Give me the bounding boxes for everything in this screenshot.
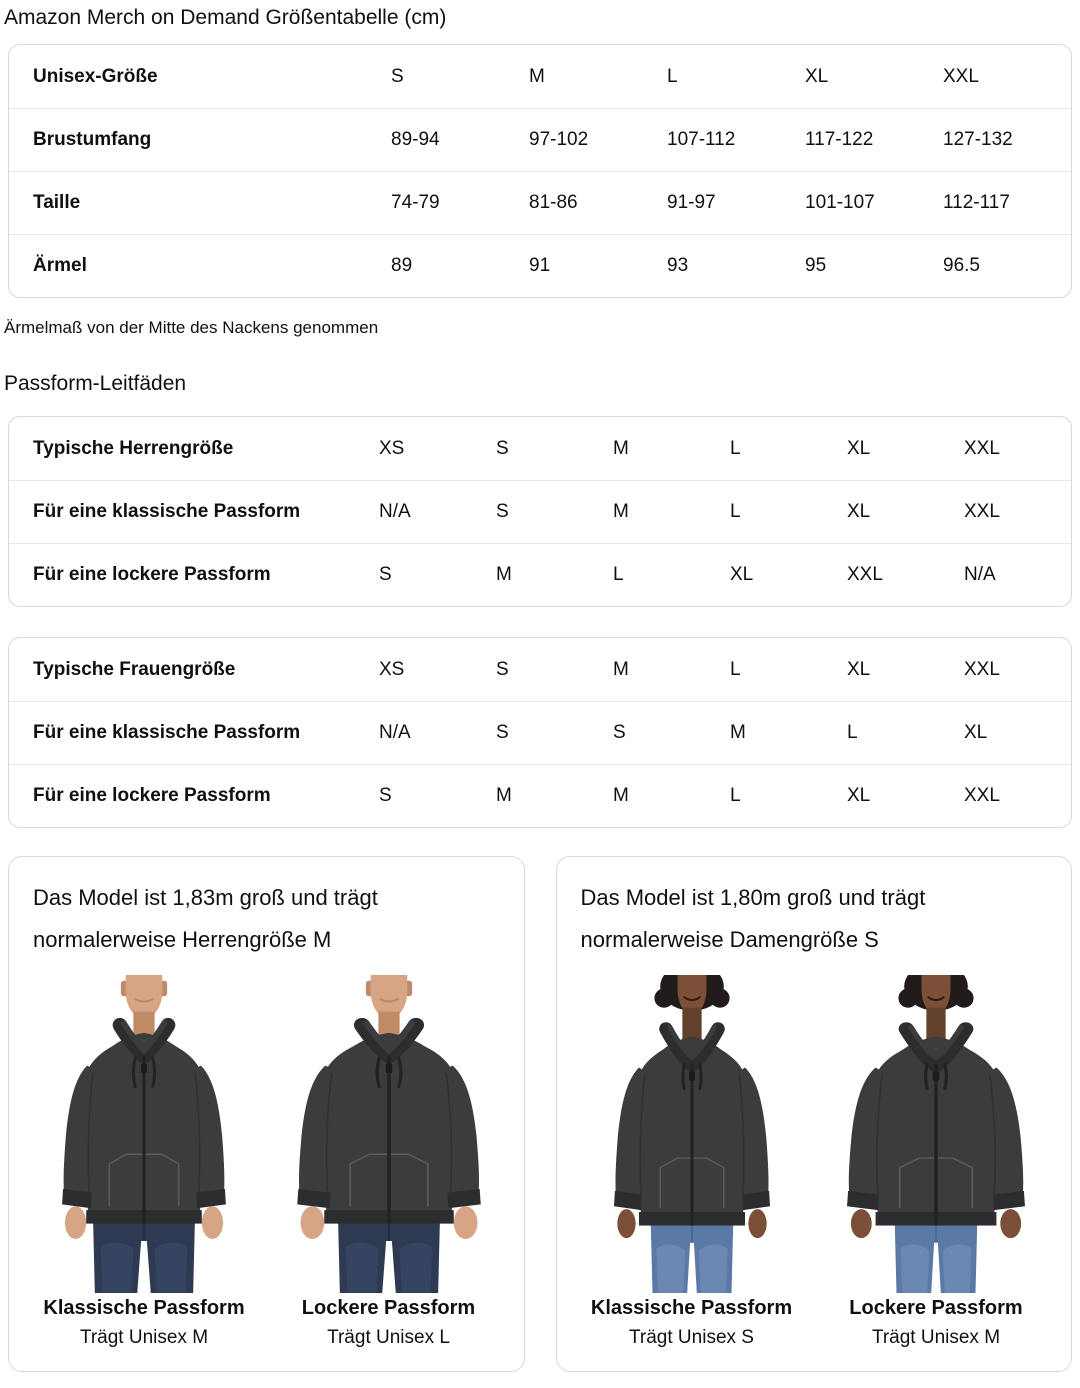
model-description: Das Model ist 1,80m groß und trägt normalerweise Damengröße S	[580, 885, 926, 952]
size-cell: XL	[847, 437, 871, 459]
row-label: Brustumfang	[33, 129, 152, 150]
size-cell: 127-132	[943, 129, 1013, 150]
size-cell: L	[730, 658, 741, 680]
size-cell: XXL	[847, 564, 883, 585]
size-cell: N/A	[379, 501, 411, 522]
model-image-male-classic	[33, 975, 255, 1293]
size-cell: 95	[805, 255, 827, 276]
size-cell: M	[496, 785, 512, 806]
size-cell: S	[496, 501, 509, 522]
size-cell: M	[613, 501, 629, 522]
size-cell: XL	[847, 785, 871, 806]
table-row	[9, 171, 1071, 234]
size-cell: M	[496, 564, 512, 585]
table-row	[9, 417, 1071, 480]
row-label: Für eine lockere Passform	[33, 785, 271, 806]
size-cell: S	[391, 65, 404, 87]
size-cell: XXL	[943, 65, 979, 87]
fit-label: Klassische Passform	[590, 1297, 793, 1319]
table-row	[9, 234, 1071, 297]
page-title: Amazon Merch on Demand Größentabelle (cm)	[4, 6, 447, 29]
size-cell: M	[613, 785, 629, 806]
row-label: Für eine klassische Passform	[33, 501, 301, 522]
size-cell: L	[667, 65, 678, 87]
size-cell: XL	[847, 658, 871, 680]
figure-classic-fit	[581, 975, 803, 1349]
size-cell: 91-97	[667, 192, 716, 213]
size-cell: XL	[730, 564, 754, 585]
table-row	[9, 701, 1071, 764]
size-cell: XXL	[964, 437, 1000, 459]
size-cell: S	[379, 564, 392, 585]
size-cell: S	[613, 722, 626, 743]
size-cell: M	[613, 437, 629, 459]
size-cell: XL	[847, 501, 871, 522]
model-image-male-loose	[278, 975, 500, 1293]
size-cell: 91	[529, 255, 551, 276]
size-cell: XXL	[964, 658, 1000, 680]
size-cell: XL	[964, 722, 988, 743]
size-cell: 117-122	[805, 129, 874, 150]
figures-row	[581, 975, 1048, 1349]
model-description: Das Model ist 1,83m groß und trägt normalerweise Herrengröße M	[33, 885, 378, 952]
size-label: Trägt Unisex M	[871, 1327, 1001, 1348]
row-label: Taille	[33, 192, 81, 213]
size-cell: XS	[379, 658, 405, 680]
figure-classic-fit	[33, 975, 255, 1349]
size-cell: 93	[667, 255, 689, 276]
size-label: Trägt Unisex S	[629, 1327, 754, 1348]
table-row	[9, 480, 1071, 543]
table-row	[9, 638, 1071, 701]
size-cell: XXL	[964, 785, 1000, 806]
fit-label: Lockere Passform	[301, 1297, 476, 1319]
row-label: Ärmel	[33, 255, 87, 276]
size-cell: S	[496, 722, 509, 743]
size-cell: 107-112	[667, 129, 736, 150]
sleeve-measure-note: Ärmelmaß von der Mitte des Nackens genommen	[4, 318, 379, 337]
size-cell: 81-86	[529, 192, 578, 213]
size-cell: S	[496, 437, 509, 459]
size-cell: XS	[379, 437, 405, 459]
row-label: Für eine lockere Passform	[33, 564, 271, 585]
size-label: Trägt Unisex L	[327, 1327, 450, 1348]
model-image-female-classic	[581, 975, 803, 1293]
womens-fit-table	[8, 637, 1072, 828]
model-cards-row	[8, 856, 1072, 1372]
fit-label: Klassische Passform	[43, 1297, 245, 1319]
size-cell: 89	[391, 255, 413, 276]
size-cell: L	[613, 564, 624, 585]
size-cell: S	[379, 785, 392, 806]
model-image-female-loose	[825, 975, 1047, 1293]
figures-row	[33, 975, 500, 1349]
size-cell: L	[847, 722, 858, 743]
row-label: Typische Herrengröße	[33, 437, 234, 459]
size-cell: L	[730, 501, 741, 522]
model-card-men	[8, 856, 525, 1372]
size-cell: L	[730, 785, 741, 806]
table-row	[9, 764, 1071, 827]
mens-fit-table	[8, 416, 1072, 607]
fit-guides-heading: Passform-Leitfäden	[4, 372, 187, 395]
size-cell: 89-94	[391, 129, 440, 150]
table-row	[9, 45, 1071, 108]
figure-loose-fit	[278, 975, 500, 1349]
size-cell: M	[613, 658, 629, 680]
table-row	[9, 543, 1071, 606]
size-table	[8, 44, 1072, 298]
fit-label: Lockere Passform	[849, 1297, 1023, 1319]
size-cell: S	[496, 658, 509, 680]
size-cell: 97-102	[529, 129, 589, 150]
size-cell: N/A	[964, 564, 996, 585]
table-row	[9, 108, 1071, 171]
size-cell: 74-79	[391, 192, 440, 213]
size-cell: 112-117	[943, 192, 1010, 213]
size-cell: XL	[805, 65, 829, 87]
size-cell: XXL	[964, 501, 1000, 522]
size-cell: 101-107	[805, 192, 875, 213]
row-label: Für eine klassische Passform	[33, 722, 301, 743]
size-cell: 96.5	[943, 255, 980, 276]
figure-loose-fit	[825, 975, 1047, 1349]
row-label: Typische Frauengröße	[33, 658, 236, 680]
row-label: Unisex-Größe	[33, 65, 158, 87]
size-label: Trägt Unisex M	[79, 1327, 209, 1348]
size-cell: L	[730, 437, 741, 459]
model-card-women	[556, 856, 1073, 1372]
size-cell: N/A	[379, 722, 411, 743]
size-cell: M	[529, 65, 545, 87]
size-cell: M	[730, 722, 746, 743]
